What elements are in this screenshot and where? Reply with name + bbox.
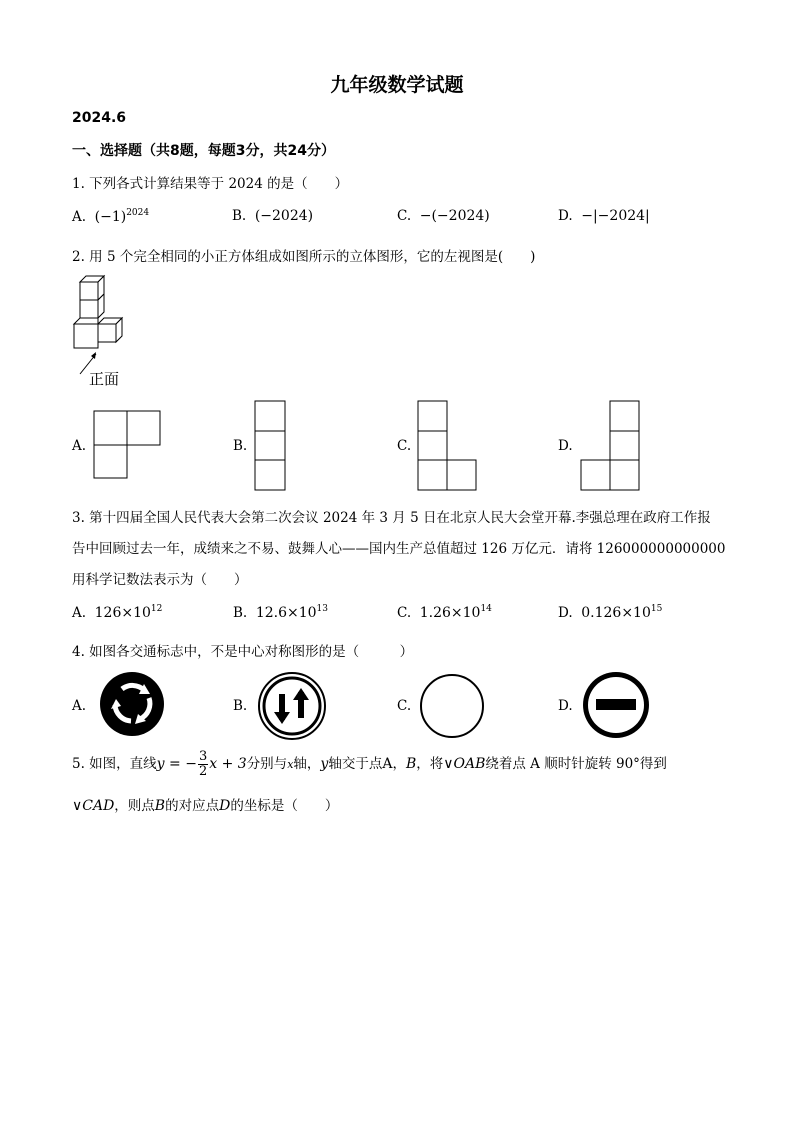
section-heading-choice: 一、选择题（共8题，每题3分，共24分） — [72, 143, 335, 159]
fraction-three-halves: $\frac{3}{2}$ — [198, 749, 208, 779]
page-title: 九年级数学试题 — [330, 74, 464, 96]
q3-option-a[interactable]: A. $126\times 10^{12}$ — [72, 604, 163, 621]
q4-option-c-label[interactable]: C. — [397, 698, 412, 714]
q1-option-b[interactable]: B. (−2024) — [232, 208, 314, 224]
q1-stem: 1. 下列各式计算结果等于 2024 的是（ ） — [72, 176, 349, 192]
q3-line-1: 3. 第十四届全国人民代表大会第二次会议 2024 年 3 月 5 日在北京人民大会堂开幕.李强总理在政府工作报 — [72, 510, 711, 526]
q4-option-a-label[interactable]: A. — [72, 698, 87, 714]
q1-option-d[interactable]: D. −|−2024| — [558, 208, 650, 224]
no-entry-sign-icon[interactable] — [581, 670, 653, 742]
q2-option-d-label[interactable]: D. — [558, 438, 573, 454]
q2-option-b-label[interactable]: B. — [233, 438, 248, 454]
q5-line-2: ∨CAD，则点B的对应点D的坐标是（ ） — [72, 798, 339, 814]
q2-option-a-label[interactable]: A. — [72, 438, 87, 454]
q2-option-c-figure[interactable] — [417, 400, 479, 492]
blank-circle-sign-icon[interactable] — [419, 673, 487, 741]
q2-option-c-label[interactable]: C. — [397, 438, 412, 454]
q2-option-b-figure[interactable] — [254, 400, 288, 492]
q1-option-c[interactable]: C. −(−2024) — [397, 208, 490, 224]
q3-line-3: 用科学记数法表示为（ ） — [72, 572, 248, 588]
q2-option-a-figure[interactable] — [93, 410, 163, 480]
q5-line-1: 5. 如图，直线y = − $\frac{3}{2}$ x + 3分别与x轴，y轴交于点A，B，将∨OAB绕着点 A 顺时针旋转 90°得到 — [72, 749, 667, 779]
q2-stem: 2. 用 5 个完全相同的小正方体组成如图所示的立体图形，它的左视图是( ) — [72, 249, 536, 265]
q3-line-2: 告中回顾过去一年，成绩来之不易、鼓舞人心——国内生产总值超过 126 万亿元．请将 126000000000000 — [72, 541, 726, 557]
roundabout-sign-icon[interactable] — [100, 672, 166, 738]
two-way-traffic-sign-icon[interactable] — [258, 672, 328, 742]
q2-option-d-figure[interactable] — [580, 400, 642, 492]
q3-option-d[interactable]: D. $0.126\times 10^{15}$ — [558, 604, 663, 621]
q4-option-d-label[interactable]: D. — [558, 698, 573, 714]
exam-date: 2024.6 — [72, 110, 127, 126]
q4-option-b-label[interactable]: B. — [233, 698, 248, 714]
q3-option-b[interactable]: B. $12.6\times 10^{13}$ — [233, 604, 328, 621]
q3-option-c[interactable]: C. $1.26\times 10^{14}$ — [397, 604, 492, 621]
q1-option-a[interactable]: A. $(-1)^{2024}$ — [72, 208, 150, 225]
front-label: 正面 — [89, 370, 120, 388]
cube-stack-figure — [70, 272, 130, 357]
q4-stem: 4. 如图各交通标志中，不是中心对称图形的是（ ） — [72, 644, 414, 660]
